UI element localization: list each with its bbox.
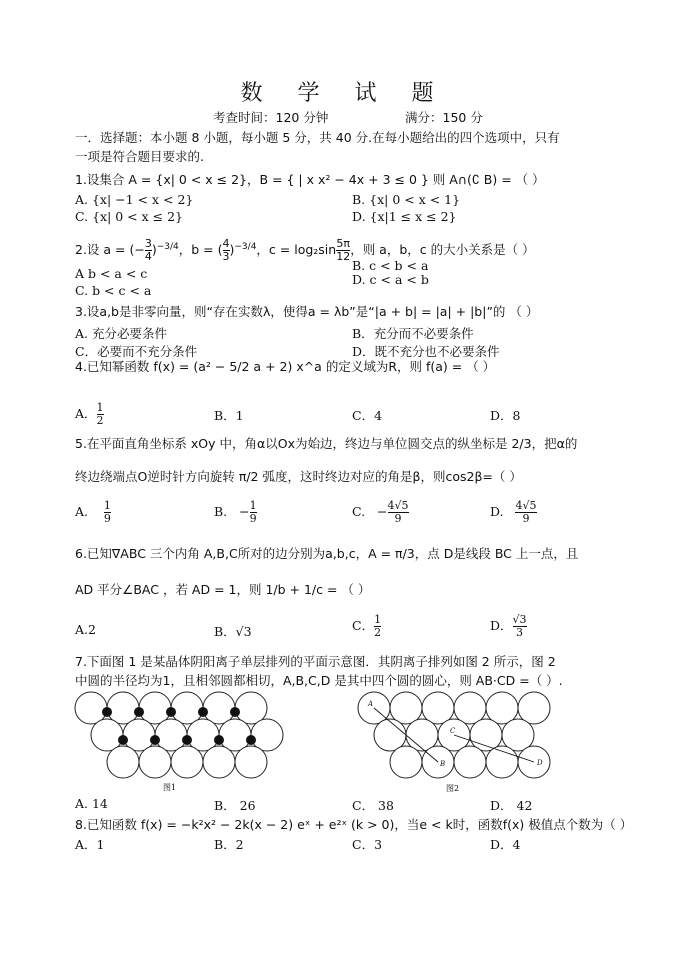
q7-line2: 中圆的半径均为1，且相邻圆都相切，A,B,C,D 是其中四个圆的圆心，则 AB·CD =（ ）. (75, 673, 563, 688)
q4-option-a: A． $\frac{1}{2}$ (75, 401, 104, 427)
q5-option-a: A. $\frac{1}{9}$ (75, 499, 111, 525)
q7-line1: 7.下面图 1 是某晶体阴阳离子单层排列的平面示意图．其阴离子排列如图 2 所示，图 2 (75, 654, 556, 669)
q3-option-b: B．充分而不必要条件 (352, 326, 474, 341)
q7-option-b: B． 26 (214, 798, 256, 813)
figure-1-caption: 图1 (163, 783, 177, 792)
q6-option-b: B．√3 (214, 624, 252, 639)
q2-stem-b: ，b = ( (178, 242, 223, 257)
q5-option-b: B. − $\frac{1}{9}$ (214, 499, 257, 525)
q3-stem: 3.设a,b是非零向量，则“存在实数λ，使得a = λb”是“|a + b| = |a| + |b|”的 （ ） (75, 304, 539, 319)
q5-option-d: D. $\frac{4√5}{9}$ (490, 499, 537, 525)
exam-score: 满分：150 分 (405, 110, 483, 125)
svg-text:C: C (450, 727, 456, 735)
q2-frac-b: $\frac{4}{3}$ (222, 237, 230, 263)
svg-text:A: A (368, 700, 374, 708)
q4-stem: 4.已知幂函数 f(x) = (a² − 5/2 a + 2) x^a 的定义域为R，则 f(a) = （ ） (75, 359, 496, 374)
q5-option-c: C. − $\frac{4√5}{9}$ (352, 499, 409, 525)
q2-option-c: C. b < c < a (75, 283, 152, 298)
q2-option-a: A b < a < c (75, 266, 148, 281)
q2-frac-c: $\frac{5\pi}{12}$ (336, 237, 351, 263)
q1-option-c: C. {x| 0 < x ≤ 2} (75, 209, 184, 224)
q8-option-a: A．1 (75, 837, 105, 852)
q4-option-b: B．1 (214, 408, 244, 423)
q8-option-d: D．4 (490, 837, 521, 852)
q4-option-c: C．4 (352, 408, 383, 423)
q8-option-c: C．3 (352, 837, 383, 852)
q2-option-d: D. c < a < b (352, 272, 429, 287)
figure-1 (74, 690, 284, 785)
q8-stem: 8.已知函数 f(x) = −k²x² − 2k(x − 2) eˣ + e²ˣ (k > 0)，当e < k时，函数f(x) 极值点个数为（ ） (75, 817, 633, 832)
q6-option-c: C． $\frac{1}{2}$ (352, 613, 382, 639)
section-heading-line1: 一．选择题：本小题 8 小题，每小题 5 分，共 40 分.在每小题给出的四个选项中，只有 (75, 130, 560, 145)
q2-stem-d: ，则 a，b，c 的大小关系是（ ） (350, 242, 535, 257)
q1-option-a: A. {x| −1 < x < 2} (75, 192, 194, 207)
q6-line2: AD 平分∠BAC ，若 AD = 1，则 1/b + 1/c = （ ） (75, 582, 371, 597)
q2-stem-a: 2.设 a = (− (75, 242, 145, 257)
q2-stem-c: ，c = log₂sin (256, 242, 337, 257)
q2-frac-a: $\frac{3}{4}$ (144, 237, 152, 263)
q2-stem: 2.设 a = (− $\frac{3}{4}$ )$^{-3/4}$，b = ( $\frac{4}{3}$ )$^{-3/4}$，c = log₂sin $\frac{5\pi}{12}$ ，则 a，b，c 的大小关系是（ ） (75, 237, 535, 263)
page-title: 数 学 试 题 (240, 81, 448, 106)
figure-2 (357, 690, 557, 785)
q7-option-c: C． 38 (352, 798, 394, 813)
q8-option-b: B．2 (214, 837, 244, 852)
q3-option-c: C．必要而不充分条件 (75, 344, 198, 359)
q2-option-b: B. c < b < a (352, 258, 429, 273)
exam-time: 考查时间：120 分钟 (213, 110, 329, 125)
q6-option-d: D． $\frac{√3}{3}$ (490, 613, 527, 639)
svg-text:B: B (440, 760, 446, 768)
figure-2-caption: 图2 (446, 784, 460, 793)
q1-stem: 1.设集合 A = {x| 0 < x ≤ 2}，B = { | x x² − 4x + 3 ≤ 0 } 则 A∩(∁ B) = （ ） (75, 172, 545, 187)
q7-option-a: A. 14 (75, 796, 108, 811)
q3-option-a: A. 充分必要条件 (75, 326, 167, 341)
q1-option-d: D. {x|1 ≤ x ≤ 2} (352, 209, 457, 224)
q4-option-d: D．8 (490, 408, 521, 423)
q6-line1: 6.已知∇ABC 三个内角 A,B,C所对的边分别为a,b,c，A = π/3，点 D是线段 BC 上一点，且 (75, 546, 579, 561)
section-heading-line2: 一项是符合题目要求的. (75, 149, 204, 164)
svg-text:D: D (537, 759, 543, 767)
q5-line2: 终边绕端点O逆时针方向旋转 π/2 弧度，这时终边对应的角是β，则cos2β=（ ） (75, 469, 522, 484)
q1-option-b: B. {x| 0 < x < 1} (352, 192, 461, 207)
q5-line1: 5.在平面直角坐标系 xOy 中，角α以Ox为始边，终边与单位圆交点的纵坐标是 2/3，把α的 (75, 436, 578, 451)
q7-option-d: D． 42 (490, 798, 533, 813)
q6-option-a: A.2 (75, 622, 96, 637)
q3-option-d: D．既不充分也不必要条件 (352, 344, 500, 359)
